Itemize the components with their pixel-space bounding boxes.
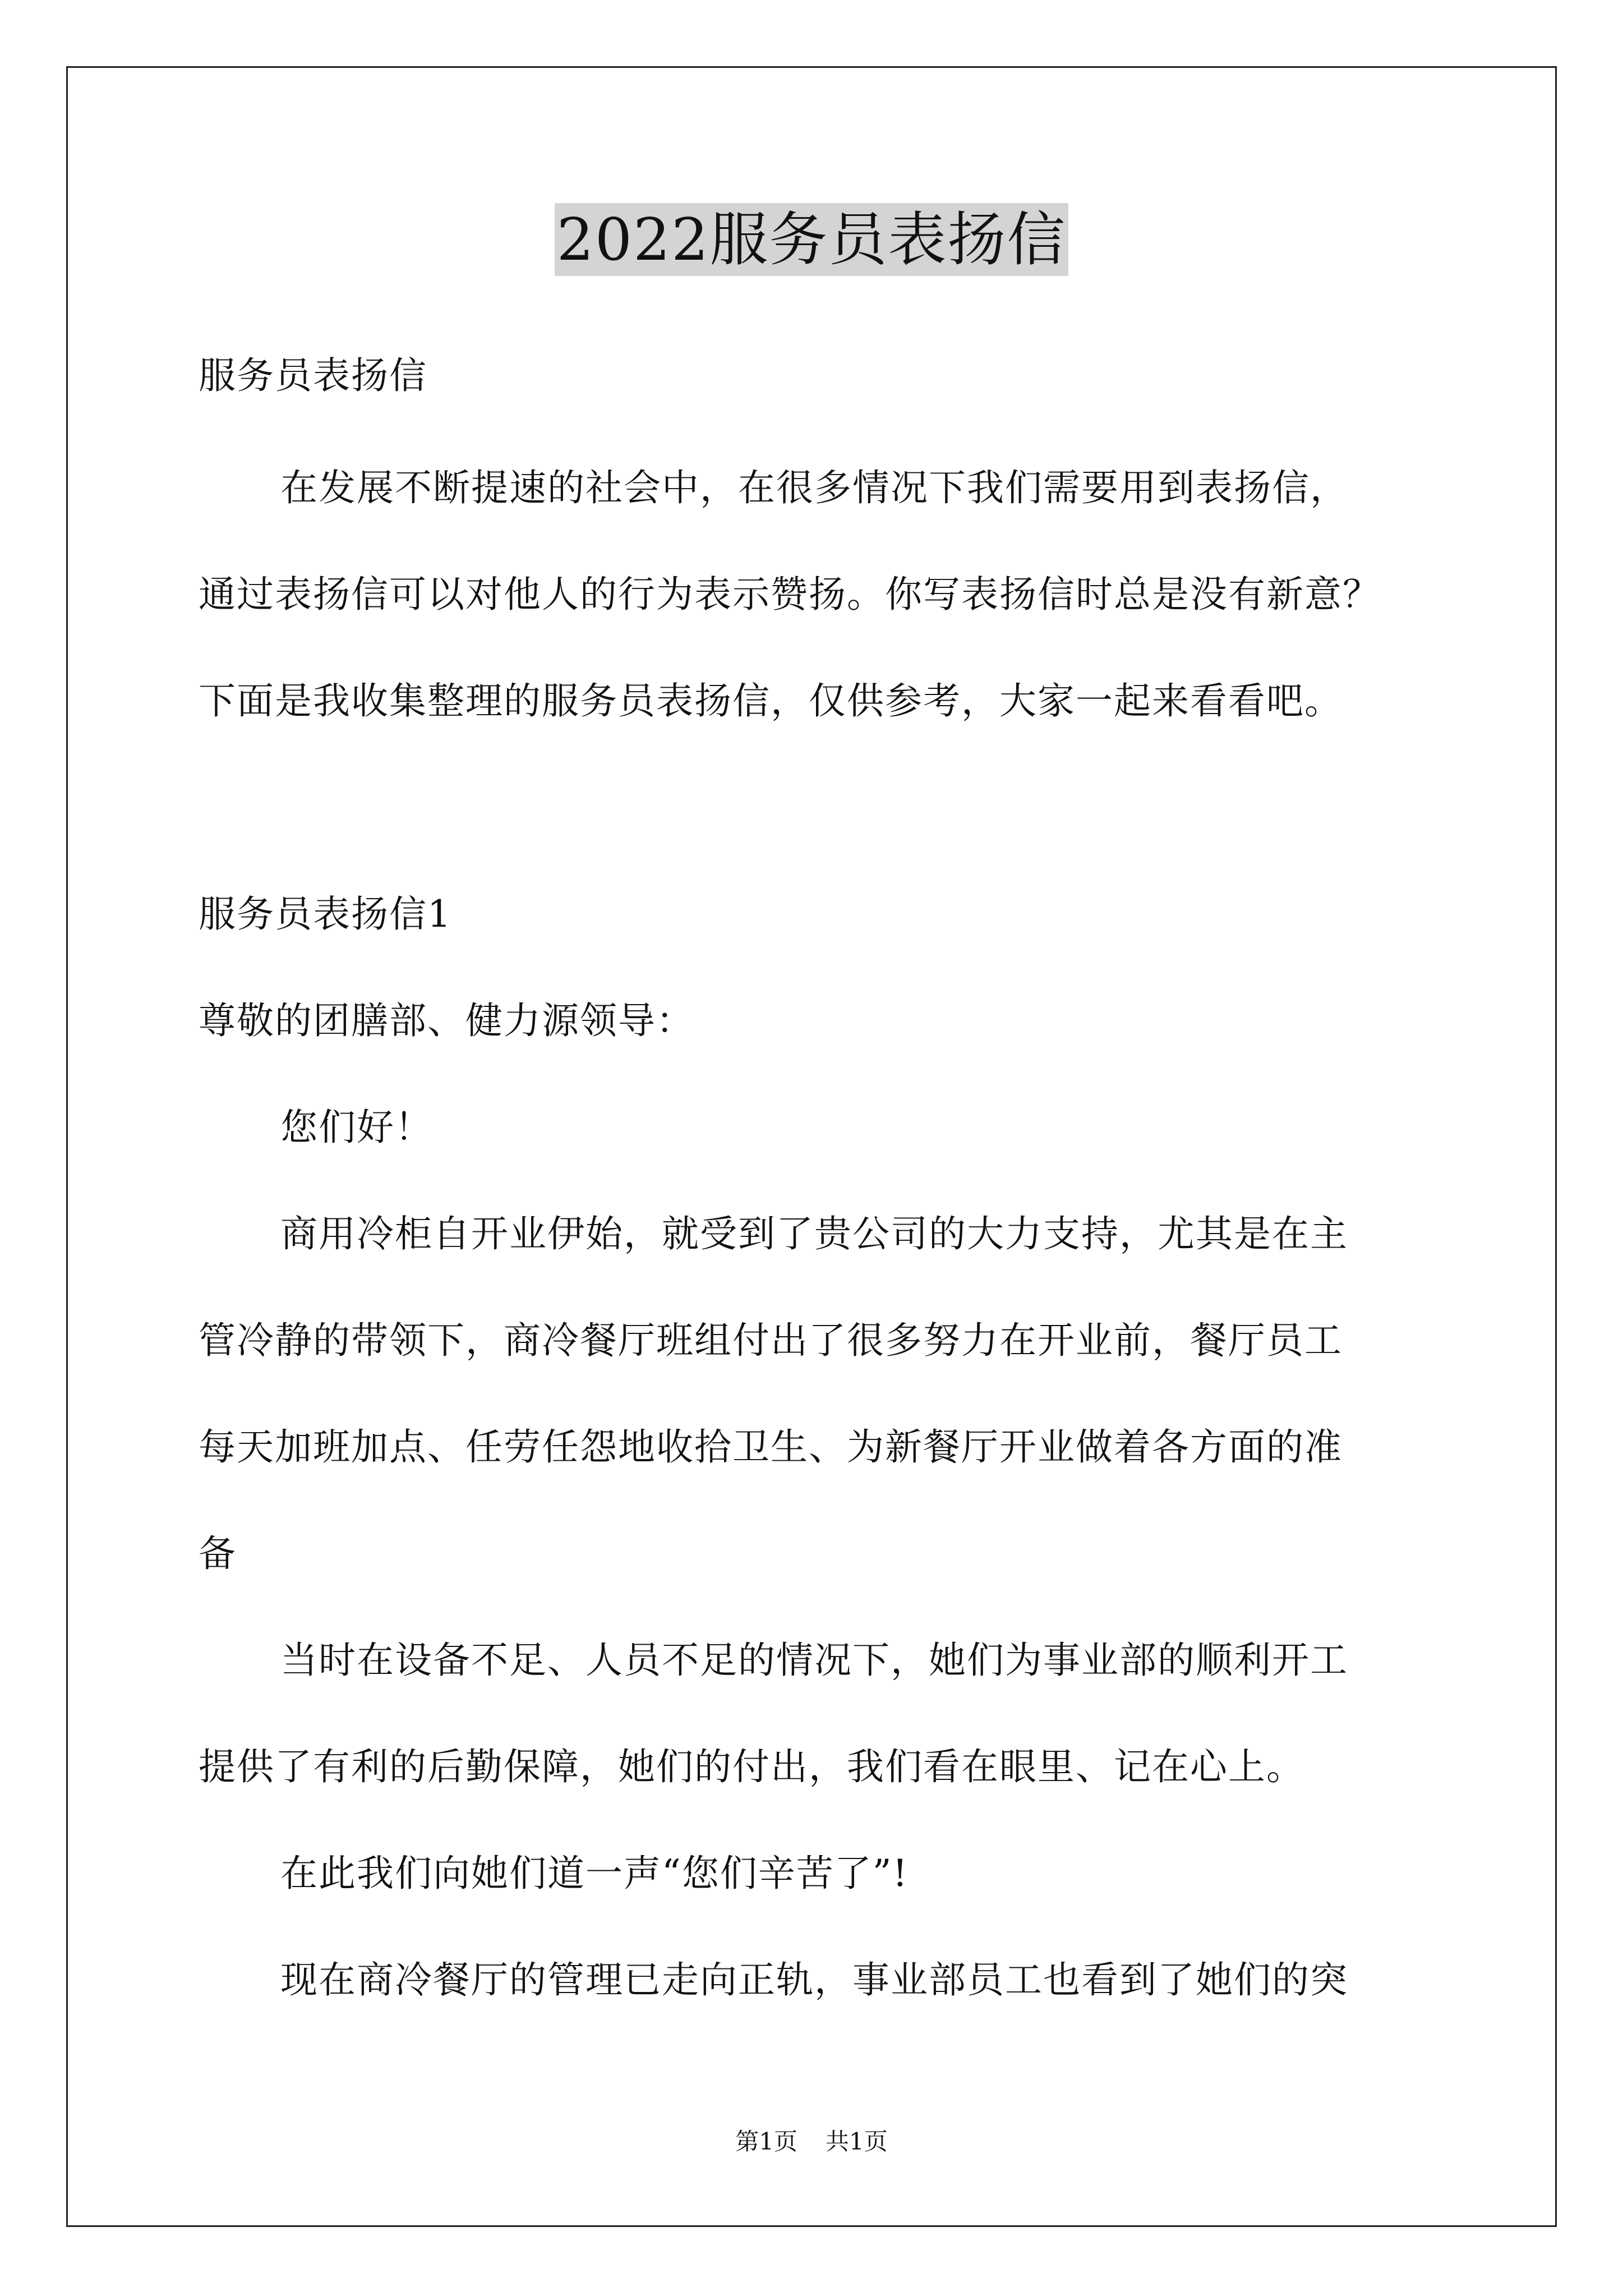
document-title: 2022服务员表扬信: [555, 203, 1069, 276]
paragraph-line: 现在商冷餐厅的管理已走向正轨，事业部员工也看到了她们的突: [280, 1958, 1348, 2001]
paragraph-line: 商用冷柜自开业伊始，就受到了贵公司的大力支持，尤其是在主: [280, 1212, 1348, 1255]
paragraph-line: 管冷静的带领下，商冷餐厅班组付出了很多努力在开业前，餐厅员工: [199, 1319, 1343, 1362]
paragraph-line: 当时在设备不足、人员不足的情况下，她们为事业部的顺利开工: [280, 1639, 1348, 1682]
subtitle-line: 服务员表扬信: [199, 354, 427, 397]
greeting-line: 您们好！: [280, 1106, 433, 1149]
paragraph-line: 下面是我收集整理的服务员表扬信，仅供参考，大家一起来看看吧。: [199, 679, 1343, 723]
page-footer: [0, 2126, 1623, 2157]
paragraph-line: 在发展不断提速的社会中，在很多情况下我们需要用到表扬信，: [280, 466, 1348, 509]
paragraph-line: 提供了有利的后勤保障，她们的付出，我们看在眼里、记在心上。: [199, 1745, 1304, 1788]
salutation-line: 尊敬的团膳部、健力源领导：: [199, 999, 694, 1042]
page-number-current: 第1页: [735, 2128, 797, 2155]
paragraph-line: 每天加班加点、任劳任怨地收拾卫生、为新餐厅开业做着各方面的准: [199, 1425, 1343, 1469]
paragraph-line: 备: [199, 1532, 237, 1575]
title-container: [0, 203, 1623, 276]
paragraph-line: 在此我们向她们道一声“您们辛苦了”!: [280, 1852, 909, 1895]
page-number-total: 共1页: [826, 2128, 888, 2155]
section-heading: 服务员表扬信1: [199, 892, 452, 936]
paragraph-line: 通过表扬信可以对他人的行为表示赞扬。你写表扬信时总是没有新意？: [199, 573, 1381, 616]
